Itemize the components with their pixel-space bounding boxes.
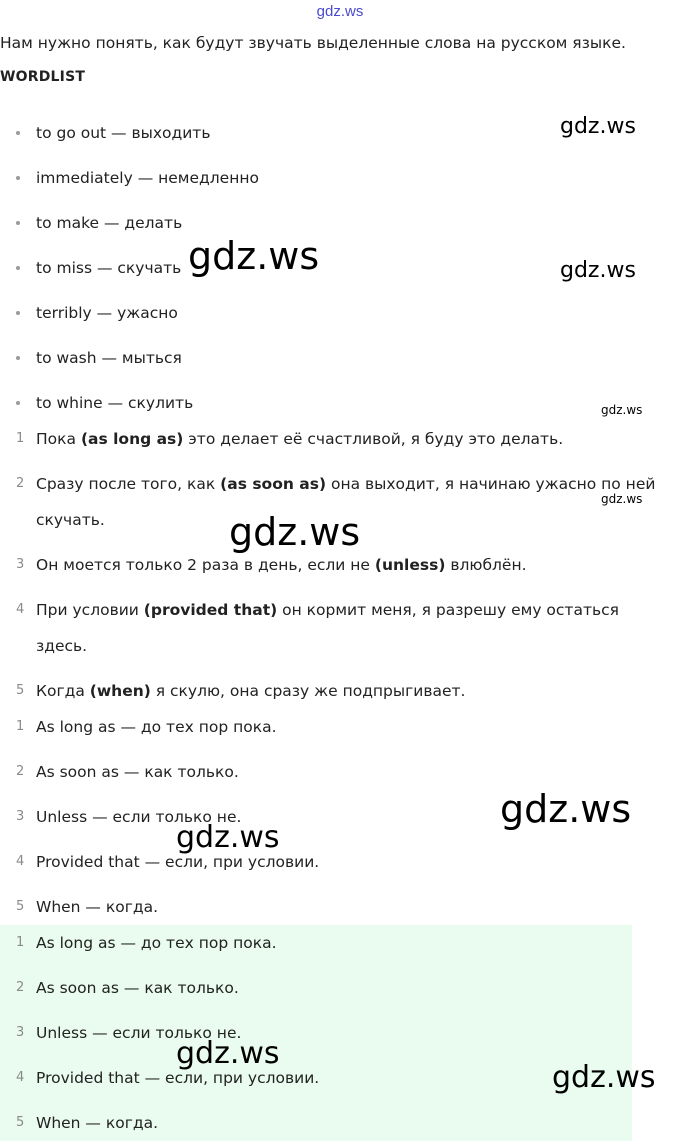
highlighted-phrase: (provided that) <box>143 601 278 619</box>
watermark: gdz.ws <box>560 258 636 283</box>
bullet-icon <box>16 266 20 270</box>
watermark: gdz.ws <box>176 820 280 855</box>
watermark: gdz.ws <box>229 510 361 554</box>
highlighted-phrase: (as long as) <box>80 430 184 448</box>
intro-text: Нам нужно понять, как будут звучать выделенные слова на русском языке. <box>0 34 626 52</box>
highlighted-phrase: (as soon as) <box>220 475 327 493</box>
bullet-icon <box>16 401 20 405</box>
watermark: gdz.ws <box>560 114 636 139</box>
bullet-icon <box>16 131 20 135</box>
bullet-icon <box>16 311 20 315</box>
bullet-icon <box>16 356 20 360</box>
highlighted-phrase: (unless) <box>374 556 446 574</box>
bullet-icon <box>16 176 20 180</box>
watermark: gdz.ws <box>500 787 632 831</box>
watermark: gdz.ws <box>552 1060 656 1095</box>
watermark: gdz.ws <box>176 1036 280 1071</box>
highlighted-phrase: (when) <box>89 682 151 700</box>
site-link[interactable]: gdz.ws <box>316 3 364 20</box>
wordlist-heading: WORDLIST <box>0 69 86 85</box>
watermark: gdz.ws <box>601 403 643 417</box>
watermark: gdz.ws <box>188 234 320 278</box>
bullet-icon <box>16 221 20 225</box>
watermark: gdz.ws <box>601 492 643 506</box>
